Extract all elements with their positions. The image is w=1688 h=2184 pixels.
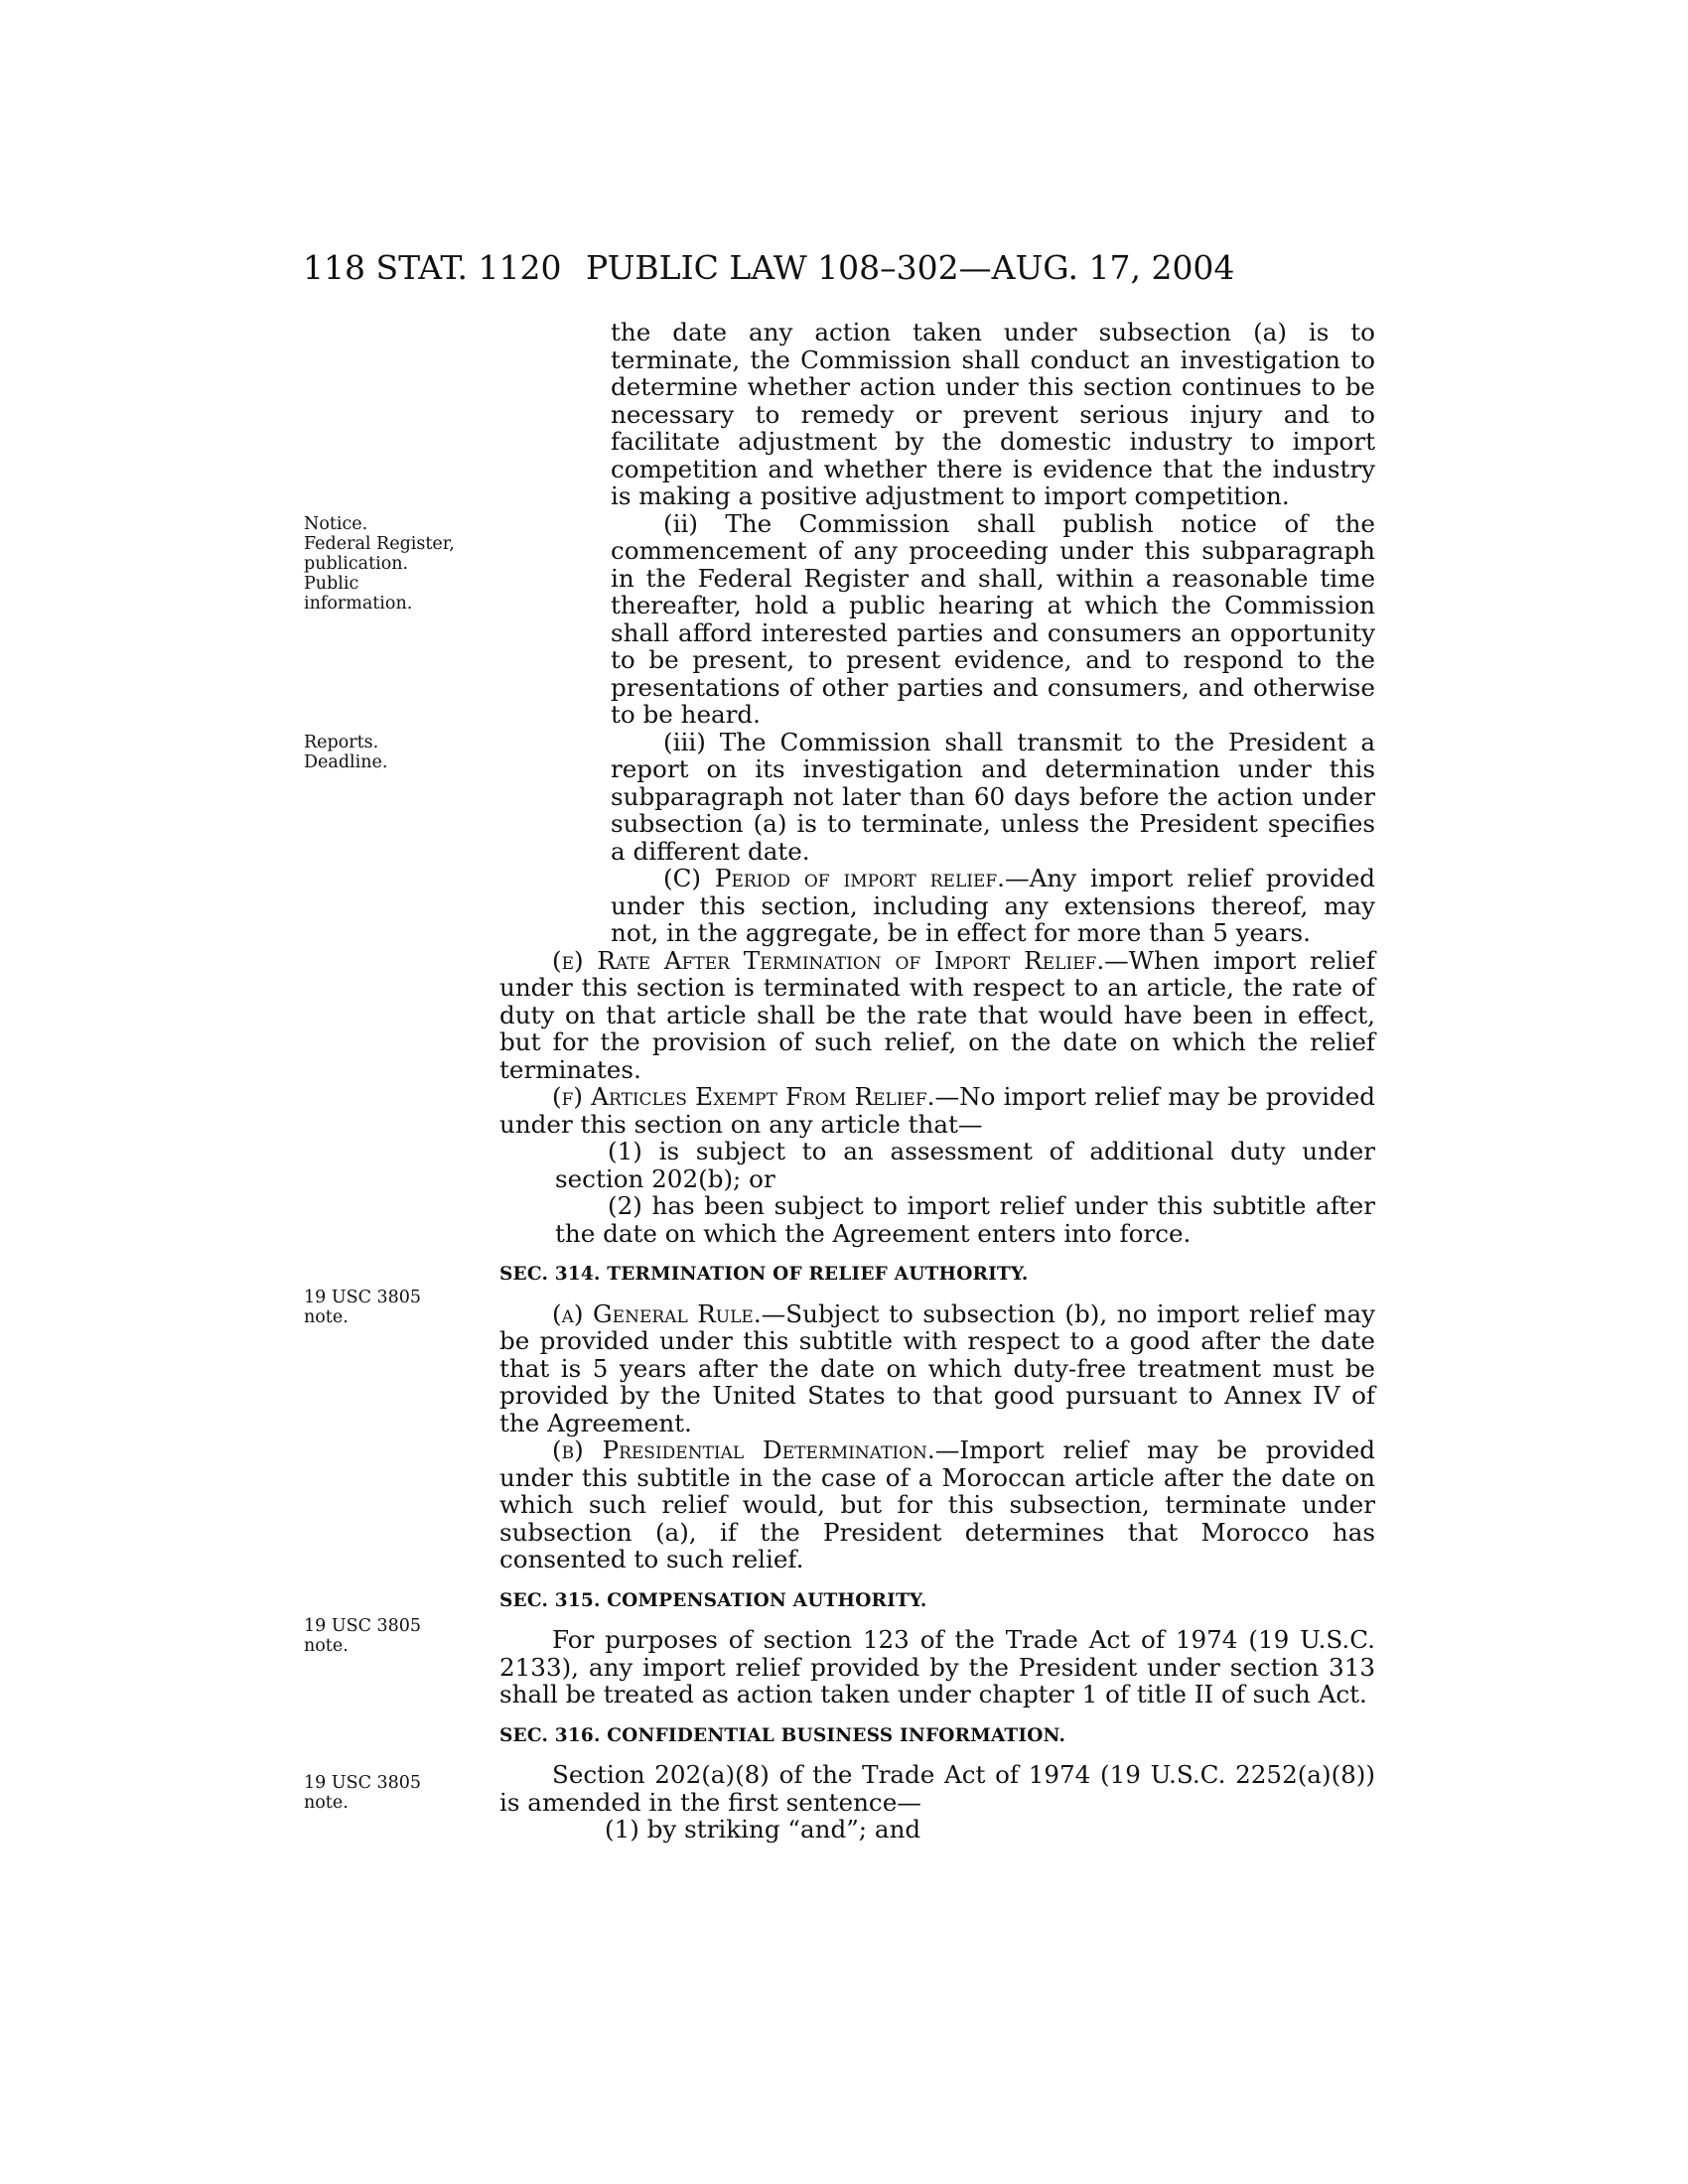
paragraph: (2) has been subject to import relief under this subtitle after the date on which the Agreement enters into force. xyxy=(555,1191,1375,1248)
paragraph: the date any action taken under subsection (a) is to terminate, the Commission shall conduct an investigation to determine whether action under this section continues to be necessary to remedy or prevent serious injury and to facilitate adjustment by the domestic industry to import competition and whether there is evidence that the industry is making a positive adjustment to import competition. xyxy=(611,318,1375,510)
paragraph: (f) Articles Exempt From Relief.—No import relief may be provided under this section on any article that— xyxy=(499,1082,1375,1139)
paragraph: For purposes of section 123 of the Trade Act of 1974 (19 U.S.C. 2133), any import relief provided by the President under section 313 shall be treated as action taken under chapter 1 of title II of such Act. xyxy=(499,1625,1375,1708)
section-heading-315: SEC. 315. COMPENSATION AUTHORITY. xyxy=(499,1589,927,1611)
paragraph: Section 202(a)(8) of the Trade Act of 1974 (19 U.S.C. 2252(a)(8)) is amended in the first sentence— xyxy=(499,1760,1375,1817)
body-text xyxy=(499,319,1375,1843)
margin-note-usc-315: 19 USC 3805 note. xyxy=(304,1616,422,1656)
paragraph: (e) Rate After Termination of Import Relief.—When import relief under this section is terminated with respect to an article, the rate of duty on that article shall be the rate that would have been in effect, but for the provision of such relief, on the date on which the relief terminates. xyxy=(499,945,1375,1084)
margin-note-usc-314: 19 USC 3805 note. xyxy=(304,1288,422,1327)
margin-note-usc-316: 19 USC 3805 note. xyxy=(304,1773,422,1813)
paragraph: (a) General Rule.—Subject to subsection (b), no import relief may be provided under this subtitle with respect to a good after the date that is 5 years after the date on which duty-free treatment must be provided by the United States to that good pursuant to Annex IV of the Agreement. xyxy=(499,1298,1375,1437)
stat-page-number: 118 STAT. 1120 xyxy=(303,248,562,287)
section-heading-314: SEC. 314. TERMINATION OF RELIEF AUTHORITY. xyxy=(499,1264,1029,1285)
paragraph: (1) is subject to an assessment of additional duty under section 202(b); or xyxy=(555,1137,1375,1193)
running-head: PUBLIC LAW 108–302—AUG. 17, 2004 xyxy=(586,248,1235,287)
paragraph: (b) Presidential Determination.—Import relief may be provided under this subtitle in the case of a Moroccan article after the date on which such relief would, but for this subsection, terminate under subsection (a), if the President determines that Morocco has consented to such relief. xyxy=(499,1435,1375,1573)
paragraph: (1) by striking “and”; and xyxy=(605,1815,921,1843)
margin-note-notice: Notice. Federal Register, publication. Public information. xyxy=(304,514,455,614)
paragraph: (ii) The Commission shall publish notice of the commencement of any proceeding under this subparagraph in the Federal Register and shall, within a reasonable time thereafter, hold a public hearing at which the Commission shall afford interested parties and consumers an opportunity to be present, to present evidence, and to respond to the presentations of other parties and consumers, and otherwise to be heard. xyxy=(611,508,1375,729)
paragraph: (iii) The Commission shall transmit to the President a report on its investigation and determination under this subparagraph not later than 60 days before the action under subsection (a) is to terminate, unless the President specifies a different date. xyxy=(611,727,1375,866)
section-heading-316: SEC. 316. CONFIDENTIAL BUSINESS INFORMATION. xyxy=(499,1724,1066,1746)
margin-note-reports: Reports. Deadline. xyxy=(304,733,388,772)
paragraph: (C) Period of import relief.—Any import relief provided under this section, including any extensions thereof, may not, in the aggregate, be in effect for more than 5 years. xyxy=(611,864,1375,947)
